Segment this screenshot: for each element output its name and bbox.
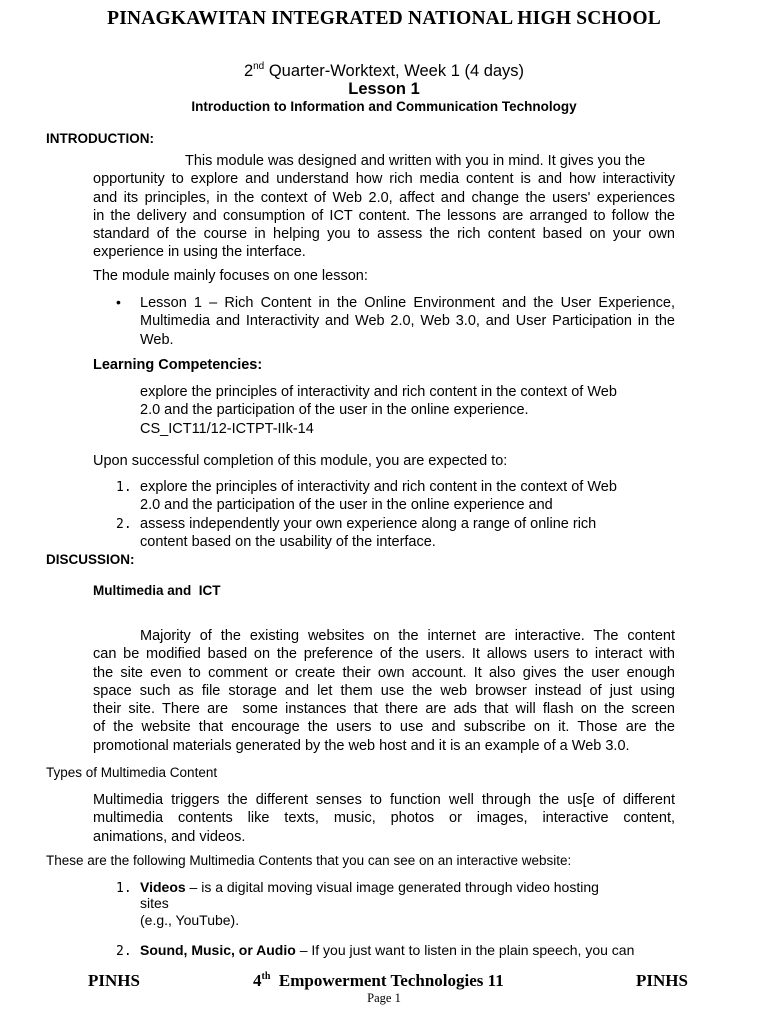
- quarter-text: Quarter-Worktext, Week 1 (4 days): [264, 62, 525, 80]
- paragraph-line: the site even to comment or create their own account. It also gives the user enough: [93, 664, 675, 681]
- objective-item: [140, 515, 670, 552]
- paragraph-line: This module was designed and written with you in mind. It gives you the: [185, 153, 646, 169]
- content-number: 1.: [116, 881, 132, 896]
- content-description-line: (e.g., YouTube).: [140, 912, 240, 928]
- paragraph-line: animations, and videos.: [93, 828, 246, 845]
- objective-number: 2.: [116, 517, 132, 532]
- content-description: – If you just want to listen in the plain speech, you can: [295, 942, 635, 958]
- page-number: Page 1: [367, 991, 401, 1005]
- introduction-heading: INTRODUCTION:: [46, 131, 154, 146]
- paragraph-line: their site. There are some instances that there are ads that will flash on the screen: [93, 701, 675, 718]
- bullet-line: Lesson 1 – Rich Content in the Online Environment and the User Experience,: [140, 295, 675, 311]
- competencies-heading: Learning Competencies:: [93, 357, 263, 373]
- paragraph-line: experience in using the interface.: [93, 244, 306, 261]
- objective-number: 1.: [116, 480, 132, 495]
- content-term: Videos: [140, 879, 186, 895]
- objective-item: [140, 478, 670, 515]
- competency-line: 2.0 and the participation of the user in the online experience.: [140, 402, 529, 419]
- content-term: Sound, Music, or Audio: [140, 942, 296, 958]
- quarter-ordinal: nd: [253, 61, 265, 72]
- paragraph-line: promotional materials generated by the web host and it is an example of a Web 3.0.: [93, 737, 630, 754]
- quarter-number: 2: [243, 62, 254, 80]
- footer-quarter-ordinal: th: [261, 971, 271, 982]
- competencies-text: [140, 383, 670, 438]
- paragraph-line: multimedia contents like texts, music, photos or images, interactive content,: [93, 810, 675, 827]
- footer-quarter-number: 4: [253, 971, 262, 990]
- bullet-dot: •: [116, 294, 121, 310]
- introduction-paragraph: [93, 152, 675, 262]
- lesson-number: Lesson 1: [348, 80, 420, 98]
- content-description: – is a digital moving visual image generated through video hosting: [185, 879, 599, 895]
- content-description-line: sites: [140, 895, 169, 911]
- discussion-paragraph: [93, 627, 675, 755]
- objective-line: explore the principles of interactivity and rich content in the context of Web: [140, 479, 617, 495]
- objective-line: 2.0 and the participation of the user in the online experience and: [140, 497, 553, 514]
- paragraph-line: space such as file storage and let them use the web browser instead of just using: [93, 682, 675, 699]
- paragraph-line: standard of the course in helping you to assess the rich content based on your own: [93, 226, 675, 243]
- footer-subject: Empowerment Technologies 11: [270, 971, 504, 990]
- competency-line: explore the principles of interactivity and rich content in the context of Web: [140, 384, 617, 400]
- paragraph-line: Majority of the existing websites on the internet are interactive. The content: [140, 628, 675, 644]
- paragraph-line: and its principles, in the context of Web 2.0, affect and change the users' experiences: [93, 189, 675, 206]
- content-item-audio: [140, 942, 634, 958]
- paragraph-line: can be modified based on the preference of the users. It allows users to interact with: [93, 646, 675, 663]
- lesson-title: Introduction to Information and Communication Technology: [191, 99, 577, 114]
- footer-center: [253, 971, 504, 991]
- paragraph-line: of the website that encourage the users to use and subscribe on it. Those are the: [93, 719, 675, 736]
- discussion-subheading: Multimedia and ICT: [93, 583, 221, 598]
- bullet-line: Multimedia and Interactivity and Web 2.0, Web 3.0, and User Participation in the: [140, 313, 675, 330]
- discussion-heading: DISCUSSION:: [46, 552, 135, 567]
- school-name: PINAGKAWITAN INTEGRATED NATIONAL HIGH SCHOOL: [107, 8, 661, 29]
- expected-text: Upon successful completion of this module, you are expected to:: [93, 453, 508, 469]
- footer-right: PINHS: [636, 971, 688, 990]
- paragraph-line: opportunity to explore and understand how rich media content is and how interactivity: [93, 171, 675, 188]
- competency-code: CS_ICT11/12-ICTPT-IIk-14: [140, 420, 314, 437]
- footer-left: PINHS: [88, 971, 140, 990]
- lesson-bullet-item: [140, 294, 675, 349]
- types-paragraph: [93, 791, 675, 846]
- objective-line: assess independently your own experience along a range of online rich: [140, 516, 597, 532]
- paragraph-line: Multimedia triggers the different senses to function well through the us[e of different: [93, 792, 675, 808]
- types-heading: Types of Multimedia Content: [46, 765, 218, 780]
- content-number: 2.: [116, 944, 132, 959]
- bullet-line: Web.: [140, 331, 174, 348]
- quarter-title: [0, 61, 768, 81]
- paragraph-line: in the delivery and consumption of ICT content. The lessons are arranged to follow the: [93, 207, 675, 224]
- focus-text: The module mainly focuses on one lesson:: [93, 268, 368, 284]
- content-item-videos: [140, 879, 599, 928]
- following-text: These are the following Multimedia Contents that you can see on an interactive website:: [46, 853, 572, 868]
- objective-line: content based on the usability of the interface.: [140, 534, 436, 551]
